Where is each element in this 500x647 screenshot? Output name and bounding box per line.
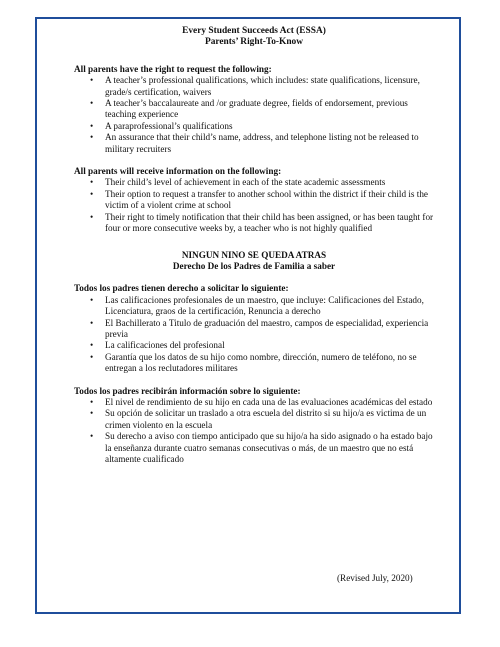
english-request-section: [74, 64, 434, 155]
list-item: • A teacher’s baccalaureate and /or graduate degree, fields of endorsement, previous teaching experience: [74, 98, 434, 121]
english-receive-list: [74, 177, 434, 234]
spanish-subtitle: Derecho De los Padres de Familia a saber: [172, 260, 336, 271]
document-content: [74, 26, 434, 465]
english-header: [74, 26, 434, 49]
list-item: • Their option to request a transfer to another school within the district if their child is the victim of a violent crime at school: [74, 189, 434, 212]
list-item: • La calificaciones del profesional: [74, 340, 434, 351]
list-item: • Su opción de solicitar un traslado a otra escuela del distrito si su hijo/a es victima de un crimen violento en la escuela: [74, 408, 434, 431]
spanish-request-section: [74, 283, 434, 374]
english-request-heading: All parents have the right to request the following:: [74, 63, 272, 74]
spanish-header: [74, 250, 434, 273]
english-receive-heading: All parents will receive information on the following:: [74, 166, 282, 177]
spanish-request-heading: Todos los padres tienen derecho a solicitar lo siguiente:: [74, 283, 289, 294]
list-item: • Las calificaciones profesionales de un maestro, que incluye: Calificaciones del Estado, Licenciatura, graos de la certificación, Renuncia a derecho: [74, 295, 434, 318]
list-item: • Their right to timely notification that their child has been assigned, or has been taught for four or more consecutive weeks by, a teacher who is not highly qualified: [74, 212, 434, 235]
list-item: • El Bachillerato a Titulo de graduación del maestro, campos de especialidad, experiencia previa: [74, 318, 434, 341]
spanish-title: NINGUN NINO SE QUEDA ATRAS: [181, 249, 327, 260]
spanish-receive-heading: Todos los padres recibirán información sobre lo siguiente:: [74, 385, 301, 396]
english-title: Every Student Succeeds Act (ESSA): [182, 26, 326, 36]
list-item: • A teacher’s professional qualifications, which includes: state qualifications, licensure, grade/s certification, waivers: [74, 75, 434, 98]
spanish-request-list: [74, 295, 434, 375]
list-item: • Garantía que los datos de su hijo como nombre, dirección, numero de teléfono, no se entregan a los reclutadores militares: [74, 352, 434, 375]
spanish-receive-section: [74, 386, 434, 466]
list-item: • El nivel de rendimiento de su hijo en cada una de las evaluaciones académicas del estado: [74, 397, 434, 408]
english-subtitle: Parents’ Right-To-Know: [204, 37, 303, 48]
list-item: • An assurance that their child’s name, address, and telephone listing not be released to military recruiters: [74, 132, 434, 155]
spanish-receive-list: [74, 397, 434, 465]
revised-date: (Revised July, 2020): [337, 573, 413, 583]
list-item: • Their child’s level of achievement in each of the state academic assessments: [74, 177, 434, 188]
list-item: • A paraprofessional’s qualifications: [74, 121, 434, 132]
english-request-list: [74, 75, 434, 155]
list-item: • Su derecho a aviso con tiempo anticipado que su hijo/a ha sido asignado o ha estado bajo la enseñanza durante cuatro semanas consecutivas o más, de un maestro que no está altamente cualificado: [74, 431, 434, 465]
english-receive-section: [74, 166, 434, 234]
